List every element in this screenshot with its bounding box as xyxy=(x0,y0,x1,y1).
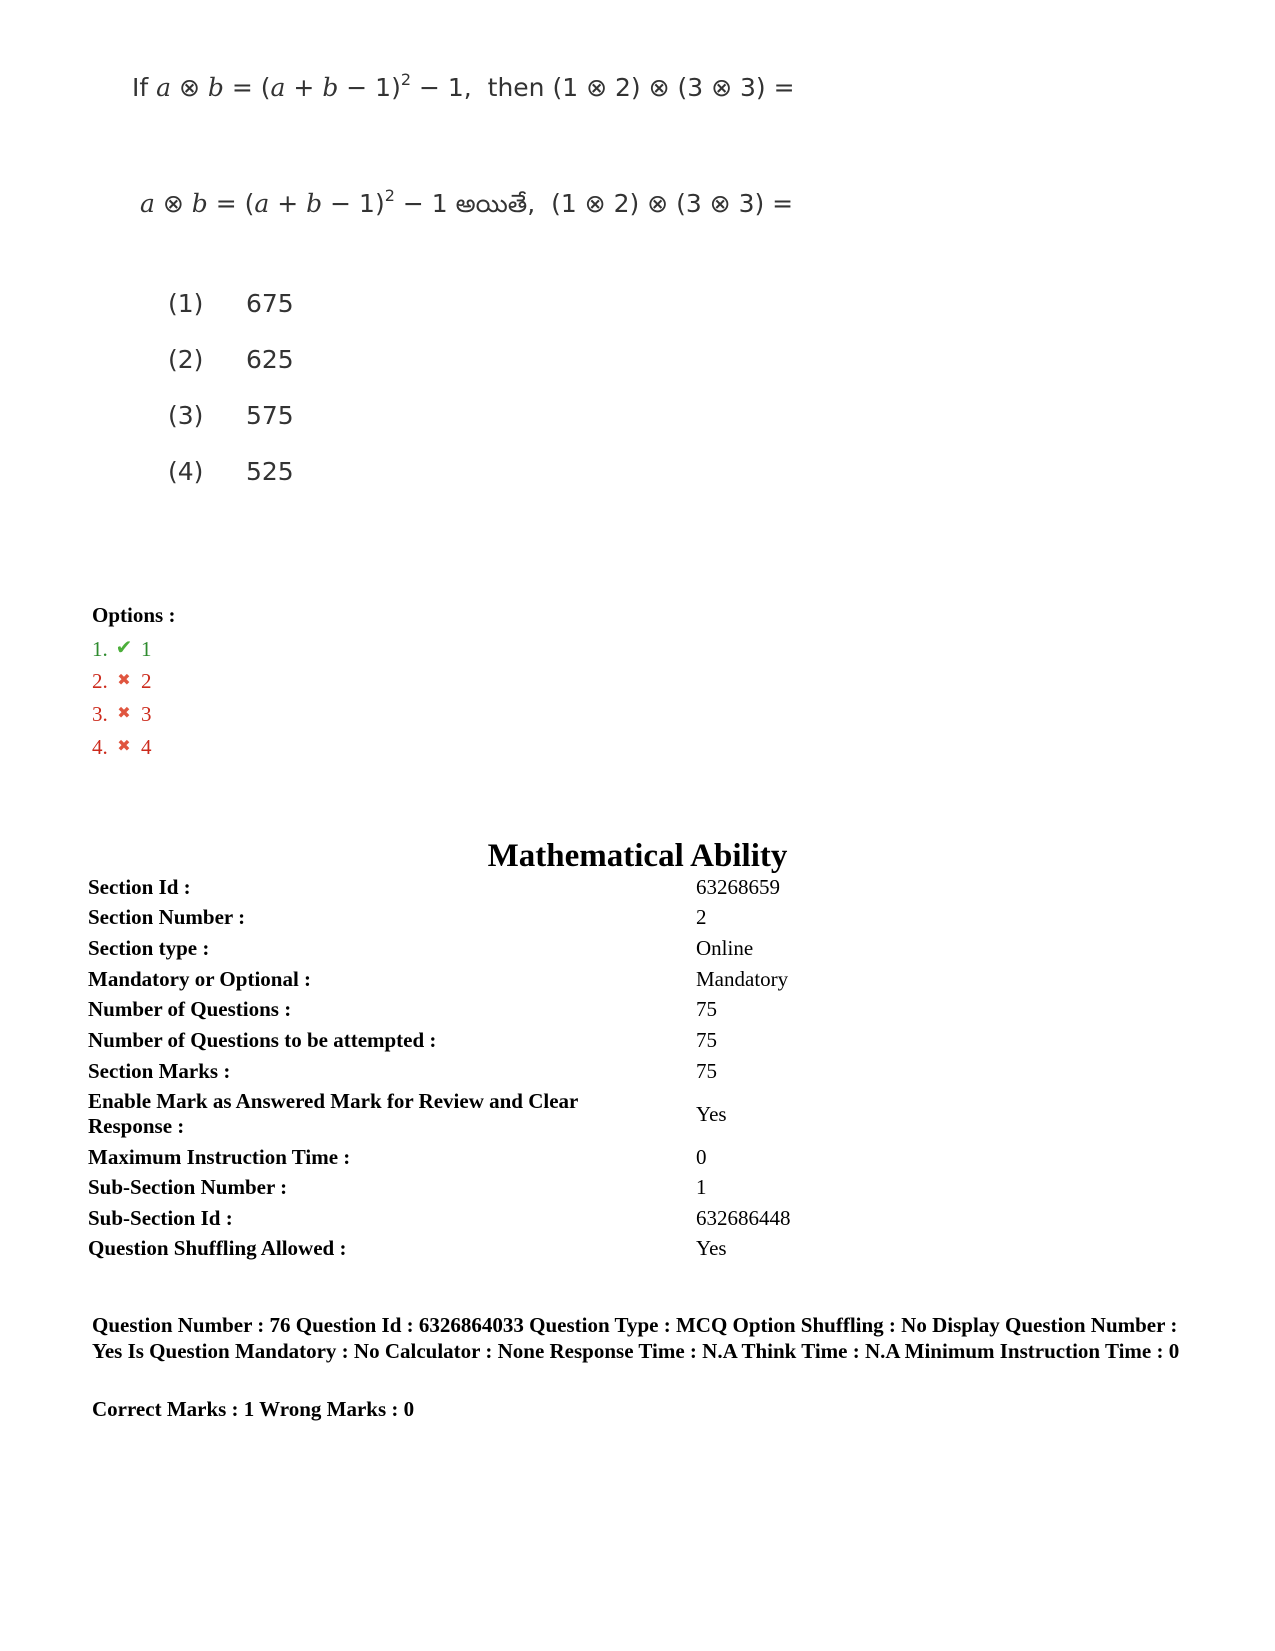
row-key: Sub-Section Number : xyxy=(88,1175,288,1199)
q-en-tail: − 1, xyxy=(418,73,472,102)
q-te-op: ⊗ xyxy=(162,189,184,218)
q-te-tail: − 1 xyxy=(402,189,448,218)
row-value: 1 xyxy=(696,1175,707,1199)
q-en-then: then xyxy=(487,73,545,102)
row-key: Enable Mark as Answered Mark for Review and Clear Response : xyxy=(88,1089,578,1138)
option-label: 3 xyxy=(141,702,152,726)
q-en-eq: = xyxy=(231,73,253,102)
choice-number: (4) xyxy=(168,457,204,486)
cross-icon: ✖ xyxy=(117,672,131,689)
option-label: 4 xyxy=(141,735,152,759)
row-value: 63268659 xyxy=(696,875,780,899)
row-value: 2 xyxy=(696,905,707,929)
choice-value: 525 xyxy=(246,457,294,486)
row-key: Section Id : xyxy=(88,875,191,899)
row-value: 632686448 xyxy=(696,1206,791,1230)
q-en-plus: + xyxy=(293,73,315,102)
q-te-plus: + xyxy=(277,189,299,218)
q-en-exponent: 2 xyxy=(400,70,412,89)
option-label: 1 xyxy=(141,637,152,661)
q-en-a2: a xyxy=(270,73,286,102)
cross-icon: ✖ xyxy=(117,738,131,755)
row-key: Number of Questions to be attempted : xyxy=(88,1028,437,1052)
row-key: Number of Questions : xyxy=(88,997,292,1021)
row-value: 75 xyxy=(696,997,717,1021)
choice-number: (2) xyxy=(168,345,204,374)
answer-choice-2 xyxy=(168,345,294,374)
question-english xyxy=(132,70,795,102)
q-te-b: b xyxy=(191,189,208,218)
option-index: 2. xyxy=(92,669,108,693)
q-te-exponent: 2 xyxy=(384,186,395,205)
row-value: 75 xyxy=(696,1059,717,1083)
q-en-op: ⊗ xyxy=(179,73,200,102)
option-3 xyxy=(92,702,152,727)
row-key: Section Marks : xyxy=(88,1059,231,1083)
row-key: Section Number : xyxy=(88,905,246,929)
row-key: Maximum Instruction Time : xyxy=(88,1145,351,1169)
row-value: 75 xyxy=(696,1028,717,1052)
row-value: Mandatory xyxy=(696,967,789,991)
section-title: Mathematical Ability xyxy=(487,838,788,874)
answer-choice-1 xyxy=(168,289,294,318)
choice-number: (3) xyxy=(168,401,204,430)
q-te-expression: (1 ⊗ 2) ⊗ (3 ⊗ 3) = xyxy=(551,189,794,218)
cross-icon: ✖ xyxy=(117,705,131,722)
row-key: Sub-Section Id : xyxy=(88,1206,233,1230)
option-index: 1. xyxy=(92,637,108,661)
option-label: 2 xyxy=(141,669,152,693)
q-en-open: ( xyxy=(260,73,271,102)
row-key: Question Shuffling Allowed : xyxy=(88,1236,347,1260)
question-telugu xyxy=(140,186,793,225)
q-te-a2: a xyxy=(254,189,270,218)
row-value: Yes xyxy=(696,1102,727,1126)
option-4 xyxy=(92,735,152,760)
row-value: Yes xyxy=(696,1236,727,1260)
choice-number: (1) xyxy=(168,289,204,318)
row-key: Section type : xyxy=(88,936,210,960)
q-te-ayithe: అయితే, xyxy=(455,189,536,218)
q-en-b: b xyxy=(207,73,224,102)
option-index: 4. xyxy=(92,735,108,759)
row-value: 0 xyxy=(696,1145,707,1169)
check-icon: ✔ xyxy=(115,637,133,659)
choice-value: 575 xyxy=(246,401,294,430)
q-en-if: If xyxy=(132,73,149,102)
answer-choice-3 xyxy=(168,401,294,430)
row-key: Mandatory or Optional : xyxy=(88,967,312,991)
q-en-expression: (1 ⊗ 2) ⊗ (3 ⊗ 3) = xyxy=(552,73,795,102)
q-en-b2: b xyxy=(322,73,339,102)
q-te-minus-one: − 1) xyxy=(330,189,385,218)
q-te-open: ( xyxy=(244,189,255,218)
option-index: 3. xyxy=(92,702,108,726)
q-en-a: a xyxy=(156,73,172,102)
q-te-a: a xyxy=(140,189,155,218)
option-1 xyxy=(92,635,152,662)
row-value: Online xyxy=(696,936,754,960)
q-te-eq: = xyxy=(215,189,237,218)
q-en-minus-one: − 1) xyxy=(346,73,401,102)
choice-value: 625 xyxy=(246,345,294,374)
choice-value: 675 xyxy=(246,289,294,318)
options-heading: Options : xyxy=(92,603,176,627)
question-marks: Correct Marks : 1 Wrong Marks : 0 xyxy=(92,1397,415,1421)
option-2 xyxy=(92,669,152,694)
q-te-b2: b xyxy=(306,189,323,218)
answer-choice-4 xyxy=(168,457,294,486)
question-metadata: Question Number : 76 Question Id : 6326864033 Question Type : MCQ Option Shuffling : No Display Question Number : Yes Is Question Mandatory : No Calculator : None Response Time : N.A Think Time : N.A Minimum Instruction Time : 0 xyxy=(92,1313,1180,1363)
